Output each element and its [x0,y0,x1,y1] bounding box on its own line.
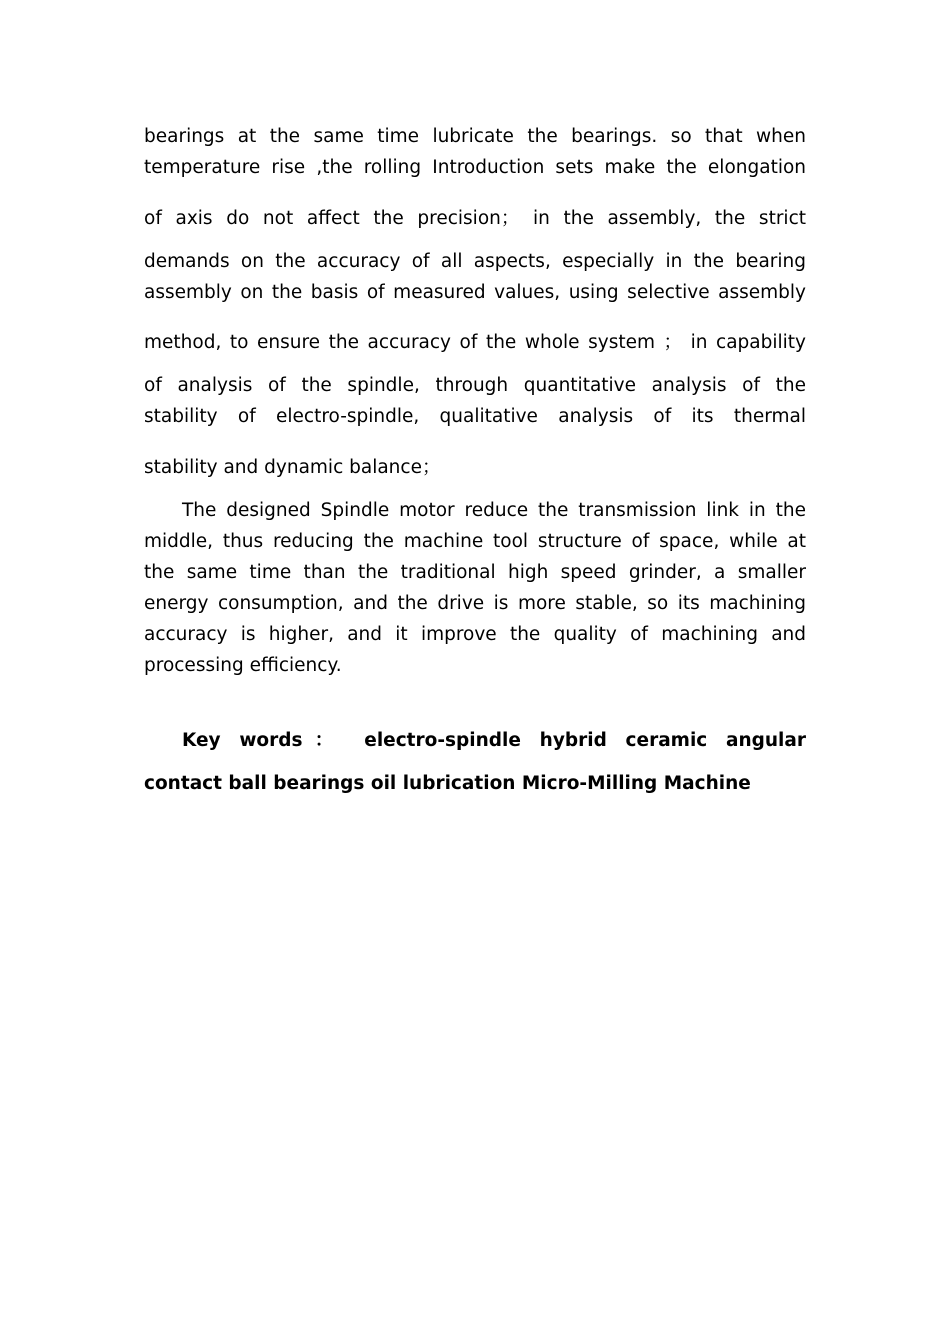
paragraph-line: stability and dynamic balance； [144,457,441,478]
paragraph-line: middle, thus reducing the machine tool structure of space, while at [144,531,806,552]
keywords-line: Key words： electro-spindle hybrid ceramic angular [182,730,806,751]
paragraph-line: accuracy is higher, and it improve the quality of machining and [144,624,806,645]
paragraph-line: processing efficiency. [144,655,342,676]
paragraph-line: demands on the accuracy of all aspects, especially in the bearing [144,251,806,272]
paragraph-line: assembly on the basis of measured values, using selective assembly [144,282,806,303]
paragraph-line: of axis do not affect the precision； in the assembly, the strict [144,208,806,229]
paragraph-line: stability of electro-spindle, qualitative analysis of its thermal [144,406,806,427]
paragraph-line: the same time than the traditional high speed grinder, a smaller [144,562,806,583]
paragraph-line: The designed Spindle motor reduce the transmission link in the [182,500,806,521]
paragraph-line: temperature rise ,the rolling Introduction sets make the elongation [144,157,806,178]
paragraph-line: bearings at the same time lubricate the bearings. so that when [144,126,806,147]
paragraph-line: method, to ensure the accuracy of the whole system ； in capability [144,332,806,353]
keywords-line: contact ball bearings oil lubrication Micro-Milling Machine [144,773,751,794]
paragraph-line: of analysis of the spindle, through quantitative analysis of the [144,375,806,396]
paragraph-line: energy consumption, and the drive is more stable, so its machining [144,593,806,614]
